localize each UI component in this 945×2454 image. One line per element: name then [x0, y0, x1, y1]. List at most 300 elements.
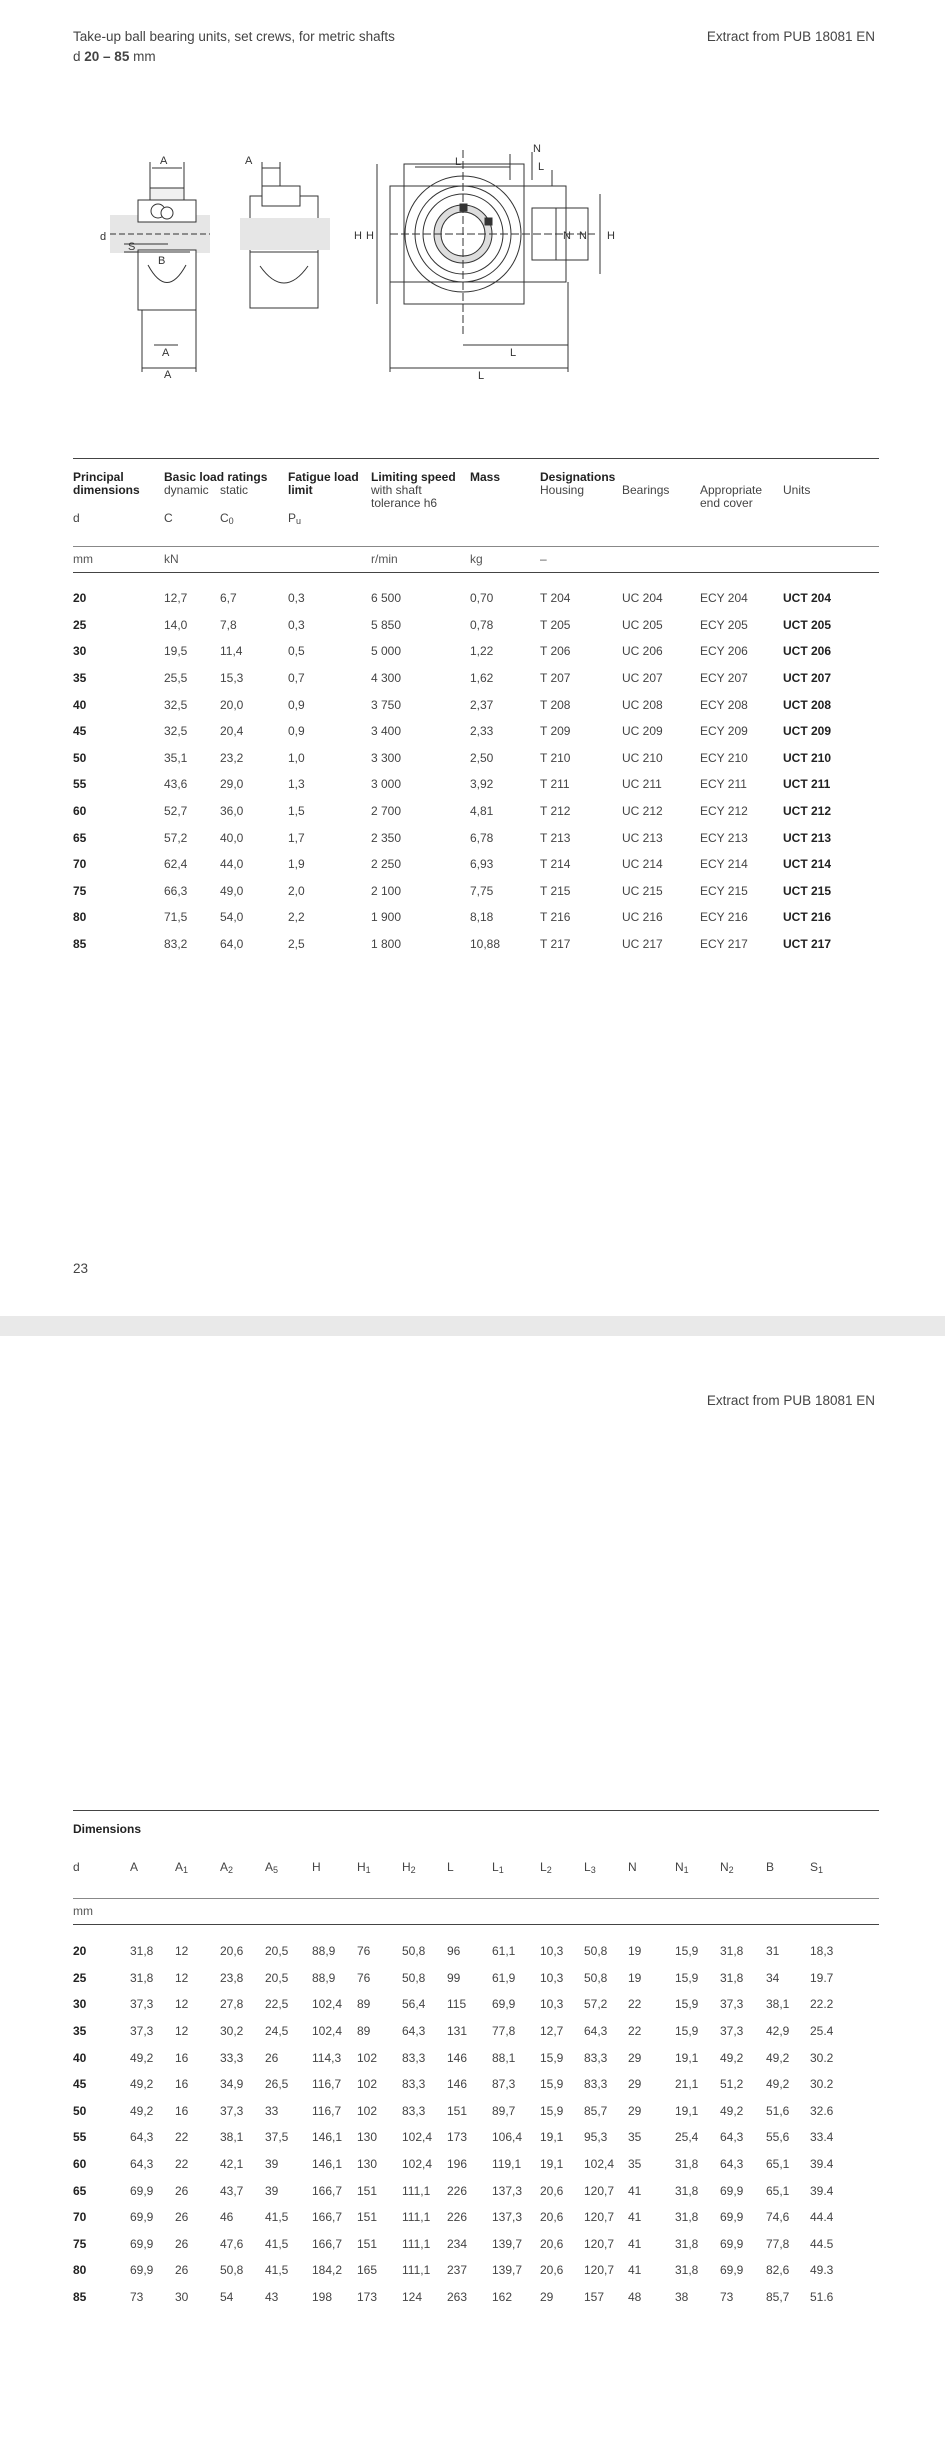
table-cell: T 208 [540, 697, 571, 712]
dims-col-header [628, 1861, 637, 1874]
table-cell: 157 [584, 2290, 605, 2305]
table-cell: 22,5 [265, 1997, 289, 2012]
table-cell: 64,3 [584, 2024, 608, 2039]
table-cell: 89 [357, 2024, 371, 2039]
table-cell: 139,7 [492, 2236, 523, 2251]
table-cell: 12 [175, 1997, 189, 2012]
table-row [73, 2257, 870, 2284]
dims-unit-rule-top [73, 1898, 879, 1899]
table-cell: 2,33 [470, 724, 494, 739]
table-cell: ECY 207 [700, 671, 748, 686]
cell-bore: 35 [73, 2024, 87, 2039]
table-cell: T 216 [540, 910, 571, 925]
table-cell: 119,1 [492, 2157, 522, 2172]
table-cell: 31,8 [675, 2236, 699, 2251]
table-cell: ECY 214 [700, 857, 748, 872]
table-cell: 25.4 [810, 2024, 834, 2039]
table-cell: 66,3 [164, 883, 188, 898]
table-cell: T 212 [540, 804, 571, 819]
cell-bore: 55 [73, 2130, 87, 2145]
table-cell: 234 [447, 2236, 468, 2251]
table-cell: 30,2 [220, 2024, 244, 2039]
dims-col-header-sub: 1 [683, 1865, 689, 1875]
table-cell: 50,8 [584, 1970, 608, 1985]
table-cell: 43,6 [164, 777, 188, 792]
table-cell: 162 [492, 2290, 513, 2305]
cell-bore: 85 [73, 937, 87, 952]
table-cell: 22 [628, 1997, 642, 2012]
table-cell: 3,92 [470, 777, 494, 792]
table-cell: 37,3 [130, 2024, 154, 2039]
dims-col-header [766, 1861, 774, 1874]
table-cell: 2,0 [288, 883, 305, 898]
table-cell: 83,2 [164, 937, 188, 952]
table-cell: 6,78 [470, 830, 494, 845]
table-cell: 31,8 [720, 1944, 744, 1959]
table-cell: 1,7 [288, 830, 305, 845]
table-cell: 31,8 [130, 1970, 154, 1985]
table-cell: 41 [628, 2183, 642, 2198]
table-cell: 139,7 [492, 2263, 523, 2278]
table-cell: 77,8 [766, 2236, 790, 2251]
table-cell: 43 [265, 2290, 279, 2305]
cell-unit-designation: UCT 205 [783, 617, 832, 632]
dims-col-header-sub: 1 [818, 1865, 824, 1875]
table-row [73, 2177, 870, 2204]
cell-unit-designation: UCT 215 [783, 883, 832, 898]
table-cell: 15,9 [540, 2050, 564, 2065]
table-cell: 52,7 [164, 804, 188, 819]
table-cell: T 205 [540, 617, 571, 632]
cell-bore: 30 [73, 1997, 87, 2012]
cell-unit-designation: UCT 213 [783, 830, 832, 845]
table-cell: 263 [447, 2290, 468, 2305]
table-row [73, 665, 843, 692]
table-cell: 116,7 [312, 2077, 342, 2092]
table-cell: 120,7 [584, 2236, 615, 2251]
table-cell: 50,8 [402, 1944, 426, 1959]
table-cell: 4,81 [470, 804, 494, 819]
col-header-units: Units [783, 483, 811, 497]
table-cell: 19,1 [675, 2050, 699, 2065]
cell-unit-designation: UCT 208 [783, 697, 832, 712]
table-cell: 12,7 [540, 2024, 564, 2039]
cell-bore: 75 [73, 883, 87, 898]
table-cell: 69,9 [720, 2183, 744, 2198]
dims-col-header [584, 1861, 596, 1877]
dims-col-header-base: A [175, 1860, 184, 1874]
table-cell: 31,8 [675, 2183, 699, 2198]
table-cell: 2 250 [371, 857, 402, 872]
table-cell: 39.4 [810, 2183, 834, 2198]
table-row [73, 2231, 870, 2258]
dims-col-header-sub: 2 [728, 1865, 734, 1875]
table-cell: 131 [447, 2024, 468, 2039]
table-cell: UC 216 [622, 910, 663, 925]
table-cell: 41,5 [265, 2236, 289, 2251]
table-cell: T 204 [540, 591, 571, 606]
table-cell: 41 [628, 2210, 642, 2225]
table-cell: 22 [175, 2130, 189, 2145]
table-cell: 114,3 [312, 2050, 342, 2065]
table-cell: 61,1 [492, 1944, 516, 1959]
dims-col-header-base: L [540, 1860, 547, 1874]
table-cell: 146 [447, 2050, 468, 2065]
table-cell: 184,2 [312, 2263, 343, 2278]
bearing-units-table [73, 585, 843, 957]
table-cell: 19 [628, 1944, 642, 1959]
table-cell: 29,0 [220, 777, 244, 792]
table-cell: ECY 209 [700, 724, 748, 739]
table-cell: 85,7 [766, 2290, 790, 2305]
cell-bore: 25 [73, 1970, 87, 1985]
dims-top-rule [73, 1810, 879, 1811]
table-cell: 1,22 [470, 644, 494, 659]
table-cell: 111,1 [402, 2236, 431, 2251]
extract-label: Extract from PUB 18081 EN [706, 29, 875, 44]
table-cell: 0,9 [288, 697, 305, 712]
table-cell: UC 206 [622, 644, 663, 659]
dims-col-header-base: L [492, 1860, 499, 1874]
table-row [73, 745, 843, 772]
table-cell: 151 [357, 2210, 378, 2225]
table-cell: 166,7 [312, 2183, 343, 2198]
col-header-limiting-speed: Limiting speed with shaft tolerance h6 [371, 470, 456, 510]
cell-bore: 45 [73, 2077, 87, 2092]
table-cell: 237 [447, 2263, 468, 2278]
table-cell: 49,2 [130, 2077, 154, 2092]
table-cell: 69,9 [720, 2263, 744, 2278]
table-cell: UC 217 [622, 937, 663, 952]
table-cell: 88,9 [312, 1970, 336, 1985]
table-cell: 196 [447, 2157, 468, 2172]
cell-unit-designation: UCT 209 [783, 724, 832, 739]
table-cell: 0,70 [470, 591, 494, 606]
table-cell: 56,4 [402, 1997, 426, 2012]
table-cell: 20,6 [540, 2210, 564, 2225]
dims-col-header [492, 1861, 504, 1877]
dims-col-header-base: H [357, 1860, 366, 1874]
table-cell: 39.4 [810, 2157, 834, 2172]
table-cell: 30.2 [810, 2050, 834, 2065]
table-cell: 6,93 [470, 857, 494, 872]
table-cell: 111,1 [402, 2210, 431, 2225]
table-cell: 49,2 [130, 2103, 154, 2118]
table-cell: 50,8 [584, 1944, 608, 1959]
table-cell: ECY 215 [700, 883, 748, 898]
table-cell: 12 [175, 2024, 189, 2039]
sym-d: d [73, 511, 80, 525]
table-cell: 46 [220, 2210, 234, 2225]
cell-unit-designation: UCT 211 [783, 777, 831, 792]
dims-col-header-base: B [766, 1860, 775, 1874]
table-cell: 146,1 [312, 2130, 343, 2145]
dims-col-header [357, 1861, 371, 1877]
table-cell: 43,7 [220, 2183, 244, 2198]
table-cell: 0,3 [288, 617, 305, 632]
extract-label-2: Extract from PUB 18081 EN [706, 1393, 875, 1408]
table-cell: 20,6 [220, 1944, 244, 1959]
table-cell: 73 [130, 2290, 144, 2305]
sym-C: C [164, 511, 173, 525]
table-cell: 146 [447, 2077, 468, 2092]
cell-unit-designation: UCT 206 [783, 644, 832, 659]
table-cell: 2 350 [371, 830, 402, 845]
table-cell: 64,3 [720, 2157, 744, 2172]
table-cell: 83,3 [584, 2050, 608, 2065]
table-cell: 31,8 [675, 2157, 699, 2172]
table-cell: 10,88 [470, 937, 501, 952]
table-cell: 1,0 [288, 750, 305, 765]
table-cell: T 209 [540, 724, 571, 739]
table-cell: 6,7 [220, 591, 237, 606]
table-cell: 23,8 [220, 1970, 244, 1985]
table-cell: 15,9 [540, 2077, 564, 2092]
table-cell: 173 [447, 2130, 468, 2145]
table-cell: 1,3 [288, 777, 305, 792]
dims-col-header-base: N [675, 1860, 684, 1874]
table-row [73, 612, 843, 639]
table-cell: 83,3 [402, 2050, 426, 2065]
table-cell: 12,7 [164, 591, 188, 606]
label-N2: N [579, 230, 587, 242]
table-cell: 50,8 [220, 2263, 244, 2278]
cell-bore: 40 [73, 2050, 87, 2065]
label-L2: L [538, 161, 545, 173]
table-cell: 19,1 [675, 2103, 699, 2118]
dims-col-header-base: H [402, 1860, 411, 1874]
table-cell: 69,9 [130, 2263, 154, 2278]
table-cell: 15,9 [675, 1944, 699, 1959]
table-cell: 26 [175, 2236, 189, 2251]
cell-bore: 70 [73, 857, 87, 872]
table-row [73, 931, 843, 958]
table-cell: 44.4 [810, 2210, 834, 2225]
dims-col-header [175, 1861, 188, 1877]
table-cell: 20,6 [540, 2236, 564, 2251]
label-S1: S [128, 241, 136, 253]
table-cell: 15,9 [675, 1997, 699, 2012]
table-cell: 64,3 [130, 2157, 154, 2172]
cell-bore: 50 [73, 750, 87, 765]
dims-col-header [402, 1861, 416, 1877]
table-cell: 55,6 [766, 2130, 790, 2145]
table-cell: 37,3 [220, 2103, 244, 2118]
table-cell: 64,3 [402, 2024, 426, 2039]
label-H: H [354, 230, 362, 242]
col-header-fatigue: Fatigue load limit [288, 470, 359, 497]
table-cell: 83,3 [402, 2103, 426, 2118]
table-cell: 47,6 [220, 2236, 244, 2251]
col-header-designations: Designations [540, 470, 616, 484]
table-cell: 71,5 [164, 910, 188, 925]
cell-unit-designation: UCT 207 [783, 671, 832, 686]
dims-col-header-base: N [628, 1860, 637, 1874]
table-cell: 65,1 [766, 2183, 790, 2198]
table-cell: 19,1 [540, 2130, 564, 2145]
table-cell: 41,5 [265, 2210, 289, 2225]
label-L3: L [455, 156, 462, 168]
table-cell: 30 [175, 2290, 189, 2305]
table-cell: 102,4 [312, 1997, 343, 2012]
table-cell: 34 [766, 1970, 780, 1985]
table-cell: 226 [447, 2210, 468, 2225]
table-cell: 24,5 [265, 2024, 289, 2039]
cell-unit-designation: UCT 216 [783, 910, 832, 925]
table-row [73, 2124, 870, 2151]
table-cell: T 206 [540, 644, 571, 659]
table-cell: 198 [312, 2290, 333, 2305]
table-cell: 3 300 [371, 750, 402, 765]
table-cell: 25,5 [164, 671, 188, 686]
subtitle-range: 20 – 85 [84, 49, 130, 64]
label-d: d [100, 231, 107, 243]
table-cell: 20,6 [540, 2263, 564, 2278]
table-cell: ECY 217 [700, 937, 748, 952]
dims-col-header-sub: 5 [273, 1865, 279, 1875]
table-cell: 5 850 [371, 617, 402, 632]
dims-col-header [720, 1861, 734, 1877]
table-cell: 85,7 [584, 2103, 608, 2118]
cell-bore: 65 [73, 2183, 87, 2198]
table-cell: 42,9 [766, 2024, 790, 2039]
col-header-end-cover: Appropriate end cover [700, 483, 763, 510]
table-cell: 74,6 [766, 2210, 790, 2225]
table-cell: 29 [628, 2050, 642, 2065]
cell-bore: 80 [73, 2263, 87, 2278]
table-cell: 120,7 [584, 2263, 615, 2278]
document-title: Take-up ball bearing units, set crews, for metric shafts [73, 29, 395, 44]
table-cell: 26 [175, 2263, 189, 2278]
table-cell: 37,3 [130, 1997, 154, 2012]
cell-bore: 35 [73, 671, 87, 686]
cell-unit-designation: UCT 204 [783, 591, 832, 606]
table-cell: 19,5 [164, 644, 188, 659]
table-cell: 89,7 [492, 2103, 516, 2118]
table-cell: 34,9 [220, 2077, 244, 2092]
table-cell: 1,5 [288, 804, 305, 819]
label-B: B [158, 255, 166, 267]
table-cell: 25,4 [675, 2130, 699, 2145]
table-cell: 37,5 [265, 2130, 289, 2145]
table-cell: 3 400 [371, 724, 402, 739]
table-cell: 99 [447, 1970, 461, 1985]
col-header-principal: Principal dimensions [73, 470, 140, 497]
table-cell: 1 800 [371, 937, 402, 952]
dimensions-table [73, 1938, 870, 2310]
table-cell: 65,1 [766, 2157, 790, 2172]
label-A: A [164, 369, 172, 380]
table-cell: UC 210 [622, 750, 663, 765]
label-A5: A [245, 155, 253, 167]
table-cell: 166,7 [312, 2210, 343, 2225]
table-cell: 32,5 [164, 697, 188, 712]
document-subtitle [73, 49, 156, 64]
table-cell: 102,4 [402, 2130, 433, 2145]
table-cell: 22 [628, 2024, 642, 2039]
page-number: 23 [73, 1261, 89, 1276]
table-cell: 73 [720, 2290, 734, 2305]
table-cell: UC 212 [622, 804, 663, 819]
table-cell: 124 [402, 2290, 423, 2305]
table-unit-rule-bottom [73, 572, 879, 573]
table-cell: 64,3 [130, 2130, 154, 2145]
dims-col-header-base: A [220, 1860, 229, 1874]
dims-unit-mm: mm [73, 1904, 93, 1918]
table-cell: 61,9 [492, 1970, 516, 1985]
cell-bore: 65 [73, 830, 87, 845]
table-cell: 40,0 [220, 830, 244, 845]
table-row [73, 904, 843, 931]
table-cell: 20,5 [265, 1944, 289, 1959]
table-cell: 76 [357, 1944, 371, 1959]
table-cell: 102,4 [584, 2157, 615, 2172]
table-cell: UC 213 [622, 830, 663, 845]
sym-Pu: $P_u$ [288, 511, 302, 526]
cell-bore: 50 [73, 2103, 87, 2118]
dims-col-header-base: L [584, 1860, 591, 1874]
dims-col-header [810, 1861, 823, 1877]
table-cell: 83,3 [402, 2077, 426, 2092]
unit-dash: – [540, 552, 547, 566]
dims-col-header [312, 1861, 321, 1874]
table-cell: 69,9 [720, 2210, 744, 2225]
table-cell: 37,3 [720, 2024, 744, 2039]
table-cell: 2,2 [288, 910, 305, 925]
table-cell: 16 [175, 2077, 189, 2092]
dims-col-header-sub: 1 [183, 1865, 189, 1875]
table-cell: 3 000 [371, 777, 402, 792]
dims-col-header-base: A [130, 1860, 139, 1874]
table-cell: 0,78 [470, 617, 494, 632]
table-cell: 31,8 [675, 2210, 699, 2225]
table-cell: 5 000 [371, 644, 402, 659]
table-cell: 23,2 [220, 750, 244, 765]
dims-col-header [675, 1861, 689, 1877]
table-cell: 51,6 [766, 2103, 790, 2118]
table-cell: 51.6 [810, 2290, 834, 2305]
table-cell: 20,4 [220, 724, 244, 739]
table-cell: 89 [357, 1997, 371, 2012]
table-cell: 151 [357, 2183, 378, 2198]
table-cell: 15,9 [675, 2024, 699, 2039]
table-cell: 151 [447, 2103, 468, 2118]
table-cell: 41 [628, 2236, 642, 2251]
table-row [73, 1938, 870, 1965]
table-cell: 3 750 [371, 697, 402, 712]
table-cell: 49,2 [130, 2050, 154, 2065]
col-header-bearings: Bearings [622, 483, 670, 497]
table-cell: 165 [357, 2263, 378, 2278]
table-cell: 30.2 [810, 2077, 834, 2092]
table-cell: 20,0 [220, 697, 244, 712]
table-cell: 0,3 [288, 591, 305, 606]
table-cell: 77,8 [492, 2024, 516, 2039]
table-cell: 32,5 [164, 724, 188, 739]
cell-unit-designation: UCT 214 [783, 857, 832, 872]
table-cell: ECY 211 [700, 777, 747, 792]
table-cell: 2,50 [470, 750, 494, 765]
dims-col-header-base: H [312, 1860, 321, 1874]
table-cell: 26 [175, 2210, 189, 2225]
table-cell: 44,0 [220, 857, 244, 872]
table-cell: 2,5 [288, 937, 305, 952]
table-cell: 4 300 [371, 671, 402, 686]
table-row [73, 798, 843, 825]
table-cell: 54 [220, 2290, 234, 2305]
table-cell: 54,0 [220, 910, 244, 925]
table-cell: 1 900 [371, 910, 402, 925]
